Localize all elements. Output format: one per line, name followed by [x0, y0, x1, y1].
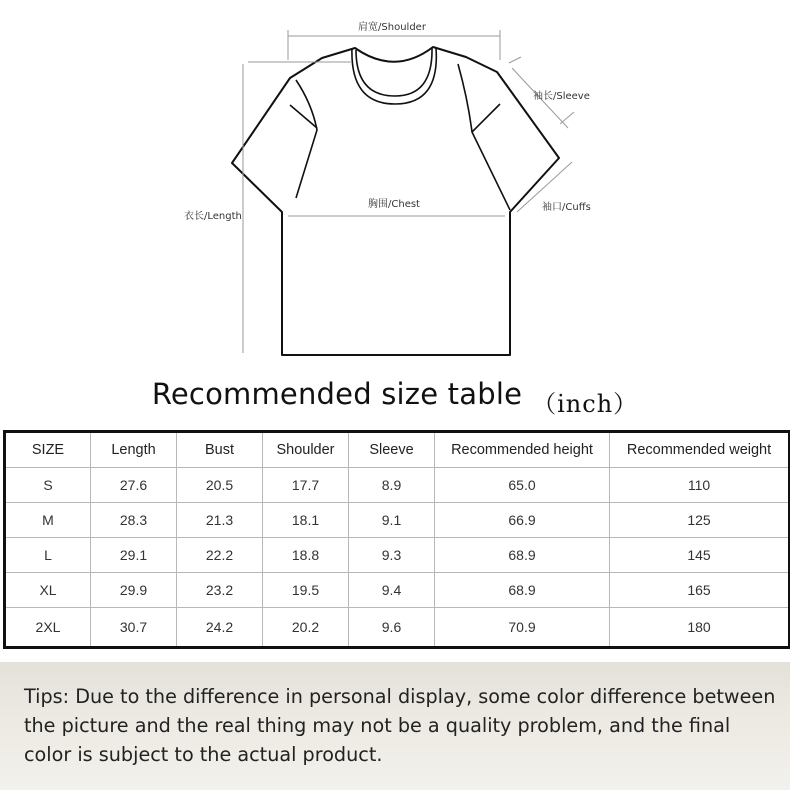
table-cell: 29.1 — [91, 538, 177, 573]
table-cell: 18.1 — [263, 503, 349, 538]
sleeve-label: 袖长/Sleeve — [533, 91, 590, 102]
table-row — [5, 573, 790, 608]
table-cell: 165 — [610, 573, 790, 608]
tips-banner — [0, 662, 790, 790]
size-table-title — [0, 370, 790, 418]
title-unit-text: （inch） — [532, 390, 639, 418]
column-header: Recommended height — [435, 432, 610, 468]
column-header: Bust — [177, 432, 263, 468]
chest-label: 胸围/Chest — [368, 199, 420, 210]
table-cell: S — [5, 468, 91, 503]
table-row — [5, 503, 790, 538]
title-main-text: Recommended size table — [151, 377, 523, 411]
table-cell: 180 — [610, 608, 790, 648]
column-header: Shoulder — [263, 432, 349, 468]
table-row — [5, 538, 790, 573]
table-cell: 19.5 — [263, 573, 349, 608]
column-header: Sleeve — [349, 432, 435, 468]
table-cell: L — [5, 538, 91, 573]
table-cell: 68.9 — [435, 573, 610, 608]
table-cell: 8.9 — [349, 468, 435, 503]
table-cell: 65.0 — [435, 468, 610, 503]
table-cell: 9.3 — [349, 538, 435, 573]
table-cell: 17.7 — [263, 468, 349, 503]
measurement-guides — [243, 30, 574, 353]
table-row — [5, 468, 790, 503]
table-cell: 9.1 — [349, 503, 435, 538]
table-cell: M — [5, 503, 91, 538]
table-cell: 70.9 — [435, 608, 610, 648]
table-cell: 20.2 — [263, 608, 349, 648]
size-table — [3, 430, 790, 649]
table-cell: XL — [5, 573, 91, 608]
table-cell: 66.9 — [435, 503, 610, 538]
table-cell: 24.2 — [177, 608, 263, 648]
tshirt-size-diagram — [0, 0, 790, 370]
table-cell: 110 — [610, 468, 790, 503]
table-cell: 9.4 — [349, 573, 435, 608]
table-cell: 68.9 — [435, 538, 610, 573]
table-cell: 22.2 — [177, 538, 263, 573]
length-label: 衣长/Length — [184, 211, 242, 222]
table-cell: 21.3 — [177, 503, 263, 538]
column-header: SIZE — [5, 432, 91, 468]
table-header-row — [5, 432, 790, 468]
cuffs-label: 袖口/Cuffs — [542, 202, 591, 213]
column-header: Length — [91, 432, 177, 468]
table-cell: 125 — [610, 503, 790, 538]
tips-text: Tips: Due to the difference in personal display, some color difference between the picture and the real thing may not be a quality problem, and the final color is subject to the actual product. — [24, 685, 776, 766]
table-cell: 27.6 — [91, 468, 177, 503]
table-cell: 29.9 — [91, 573, 177, 608]
column-header: Recommended weight — [610, 432, 790, 468]
shoulder-label: 肩宽/Shoulder — [358, 22, 426, 33]
table-cell: 18.8 — [263, 538, 349, 573]
table-cell: 23.2 — [177, 573, 263, 608]
table-cell: 145 — [610, 538, 790, 573]
table-cell: 30.7 — [91, 608, 177, 648]
table-cell: 2XL — [5, 608, 91, 648]
table-cell: 20.5 — [177, 468, 263, 503]
table-cell: 9.6 — [349, 608, 435, 648]
table-cell: 28.3 — [91, 503, 177, 538]
table-row — [5, 608, 790, 648]
